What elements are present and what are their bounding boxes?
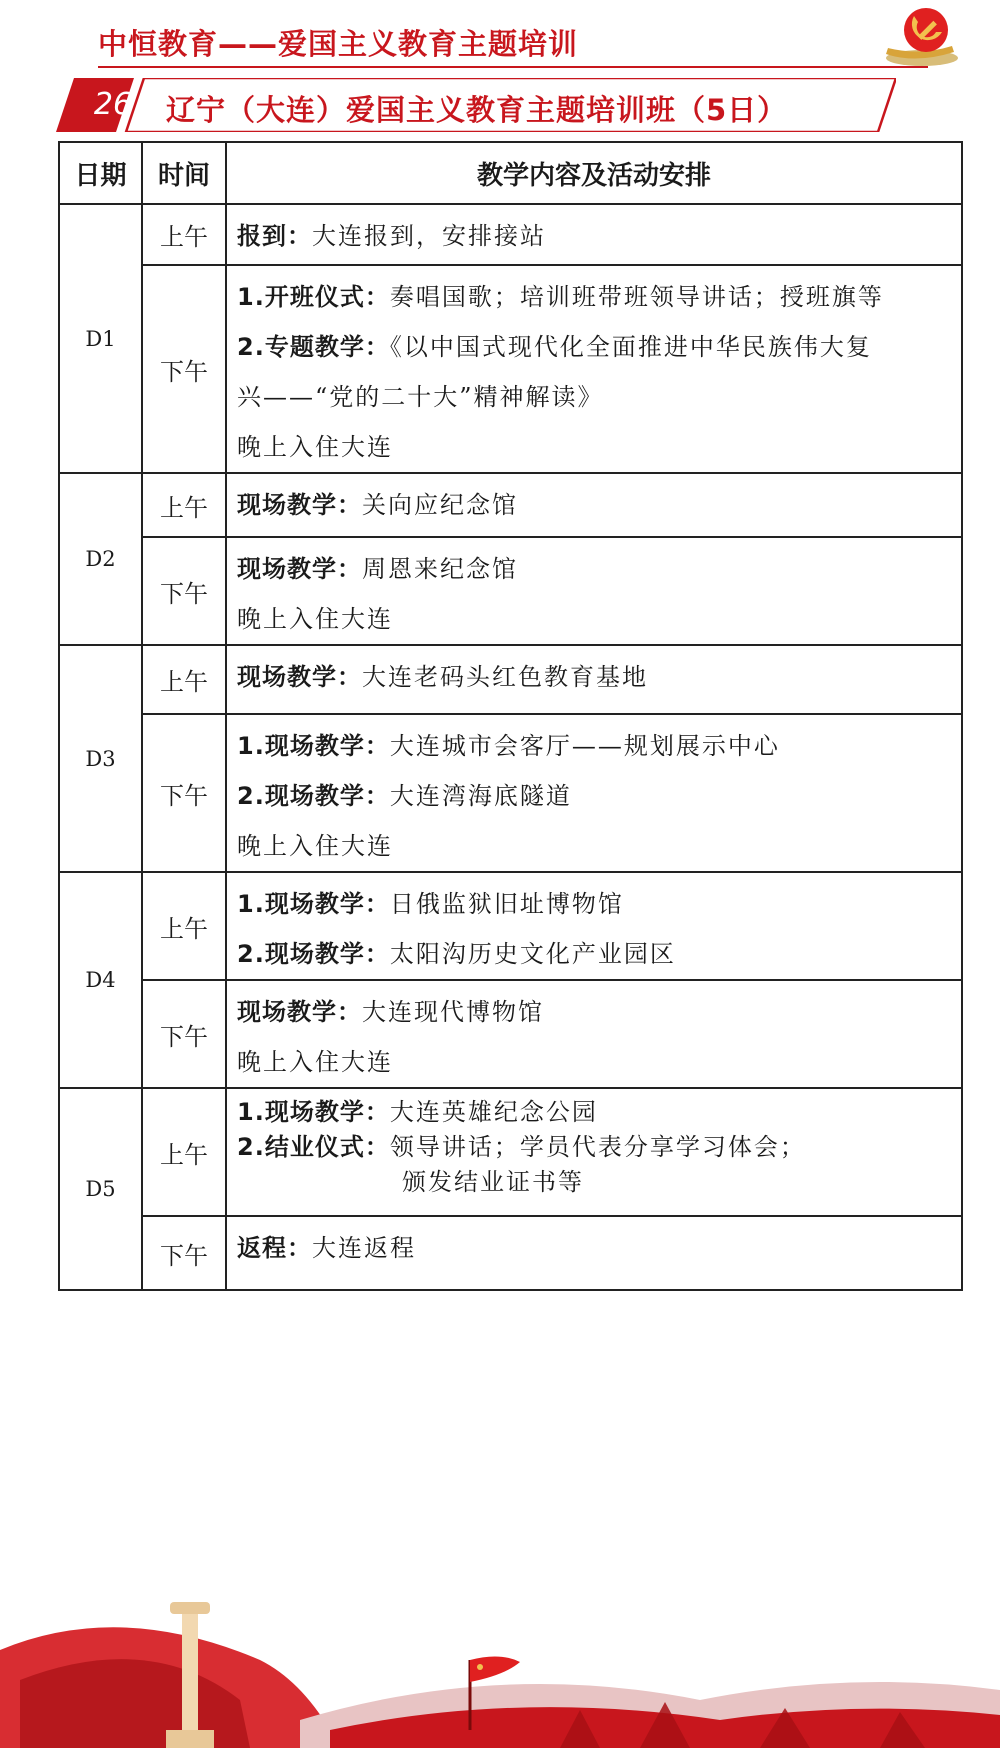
- table-header-row: [59, 142, 962, 204]
- activity-cell: [226, 265, 962, 473]
- activity-text: 日俄监狱旧址博物馆: [389, 890, 624, 918]
- activity-text: 大连返程: [312, 1234, 416, 1262]
- activity-text: 大连现代博物馆: [362, 998, 544, 1026]
- day-label: D5: [59, 1088, 142, 1290]
- activity-text: 颁发结业证书等: [402, 1168, 584, 1196]
- activity-cell: [226, 1088, 962, 1216]
- day-label: D2: [59, 473, 142, 645]
- day-label: D4: [59, 872, 142, 1088]
- activity-cell: [226, 645, 962, 714]
- header-date: 日期: [59, 142, 142, 204]
- table-row: [59, 473, 962, 537]
- schedule-table: [58, 141, 963, 1291]
- party-emblem-icon: [876, 2, 962, 68]
- activity-label: 2.专题教学：: [237, 333, 390, 361]
- activity-label: 现场教学：: [237, 663, 362, 691]
- course-title: 辽宁（大连）爱国主义教育主题培训班（5日）: [166, 93, 788, 127]
- activity-text: 《以中国式现代化全面推进中华民族伟大复: [389, 333, 872, 361]
- activity-label: 2.现场教学：: [237, 940, 390, 968]
- activity-label: 1.现场教学：: [237, 890, 390, 918]
- stay-note: 晚上入住大连: [237, 832, 393, 860]
- activity-cell: [226, 473, 962, 537]
- period-morning: 上午: [142, 1088, 226, 1216]
- activity-label: 返程：: [237, 1234, 312, 1262]
- activity-label: 1.现场教学：: [237, 1098, 390, 1126]
- period-afternoon: 下午: [142, 714, 226, 872]
- activity-label: 现场教学：: [237, 998, 362, 1026]
- activity-text: 周恩来纪念馆: [362, 555, 518, 583]
- day-label: D1: [59, 204, 142, 473]
- activity-cell: [226, 204, 962, 265]
- period-afternoon: 下午: [142, 265, 226, 473]
- activity-text: 大连湾海底隧道: [389, 782, 572, 810]
- period-morning: 上午: [142, 473, 226, 537]
- activity-cell: [226, 714, 962, 872]
- activity-cell: [226, 980, 962, 1088]
- period-afternoon: 下午: [142, 1216, 226, 1290]
- activity-text: 兴——“党的二十大”精神解读》: [237, 383, 604, 411]
- activity-text: 大连城市会客厅——规划展示中心: [389, 732, 780, 760]
- table-row: [59, 1216, 962, 1290]
- table-row: [59, 204, 962, 265]
- activity-cell: [226, 537, 962, 645]
- table-row: [59, 980, 962, 1088]
- brand-title: 中恒教育——爱国主义教育主题培训: [98, 27, 579, 61]
- stay-note: 晚上入住大连: [237, 1048, 393, 1076]
- table-row: [59, 645, 962, 714]
- activity-label: 2.结业仪式：: [237, 1133, 390, 1161]
- period-afternoon: 下午: [142, 537, 226, 645]
- period-morning: 上午: [142, 872, 226, 980]
- table-row: [59, 1088, 962, 1216]
- header-content: 教学内容及活动安排: [226, 142, 962, 204]
- activity-text: 大连老码头红色教育基地: [362, 663, 648, 691]
- activity-label: 2.现场教学：: [237, 782, 390, 810]
- header-divider: [98, 66, 928, 68]
- table-row: [59, 872, 962, 980]
- activity-text: 关向应纪念馆: [362, 491, 518, 519]
- header-time: 时间: [142, 142, 226, 204]
- stay-note: 晚上入住大连: [237, 433, 393, 461]
- activity-label: 1.开班仪式：: [237, 283, 390, 311]
- period-morning: 上午: [142, 645, 226, 714]
- activity-label: 现场教学：: [237, 491, 362, 519]
- course-number: 26: [93, 87, 133, 122]
- day-label: D3: [59, 645, 142, 872]
- activity-text: 领导讲话；学员代表分享学习体会；: [389, 1133, 806, 1161]
- activity-label: 现场教学：: [237, 555, 362, 583]
- activity-text: 大连英雄纪念公园: [389, 1098, 598, 1126]
- table-row: [59, 714, 962, 872]
- activity-label: 1.现场教学：: [237, 732, 390, 760]
- stay-note: 晚上入住大连: [237, 605, 393, 633]
- activity-text: 太阳沟历史文化产业园区: [389, 940, 676, 968]
- activity-cell: [226, 872, 962, 980]
- table-row: [59, 537, 962, 645]
- footer-decoration: [0, 1590, 1000, 1748]
- activity-cell: [226, 1216, 962, 1290]
- activity-text: 大连报到，安排接站: [312, 222, 546, 250]
- table-row: [59, 265, 962, 473]
- period-afternoon: 下午: [142, 980, 226, 1088]
- activity-text: 奏唱国歌；培训班带班领导讲话；授班旗等: [389, 283, 884, 311]
- period-morning: 上午: [142, 204, 226, 265]
- activity-label: 报到：: [237, 222, 312, 250]
